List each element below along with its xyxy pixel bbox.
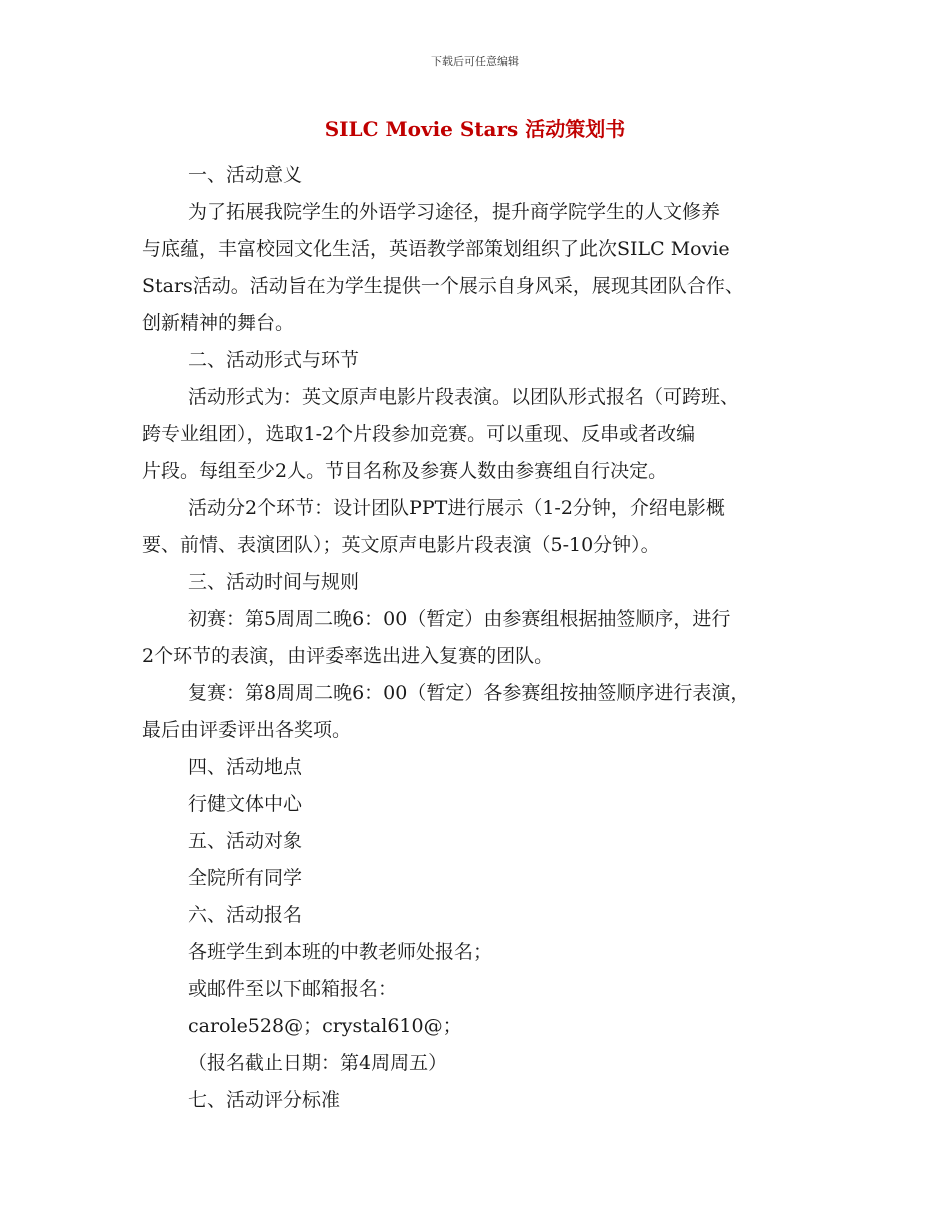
body-line: 片段。每组至少2人。节目名称及参赛人数由参赛组自行决定。 — [142, 460, 668, 482]
body-line: 为了拓展我院学生的外语学习途径，提升商学院学生的人文修养 — [188, 201, 721, 223]
document-body — [142, 157, 832, 1119]
body-line: Stars活动。活动旨在为学生提供一个展示自身风采，展现其团队合作、 — [142, 275, 744, 297]
body-line: 最后由评委评出各奖项。 — [142, 719, 352, 741]
body-line: 四、活动地点 — [188, 756, 303, 778]
body-line: 或邮件至以下邮箱报名： — [188, 978, 398, 1000]
body-line: 一、活动意义 — [188, 164, 303, 186]
body-line: 五、活动对象 — [188, 830, 303, 852]
body-line: 创新精神的舞台。 — [142, 312, 295, 334]
body-line: 三、活动时间与规则 — [188, 571, 360, 593]
body-line: carole528@；crystal610@； — [188, 1015, 462, 1037]
body-line: 初赛：第5周周二晚6：00（暂定）由参赛组根据抽签顺序，进行 — [188, 608, 731, 630]
body-line: （报名截止日期：第4周周五） — [188, 1052, 448, 1074]
body-line: 与底蕴，丰富校园文化生活，英语教学部策划组织了此次SILC Movie — [142, 238, 730, 260]
body-line: 要、前情、表演团队）；英文原声电影片段表演（5-10分钟）。 — [142, 534, 660, 556]
body-line: 六、活动报名 — [188, 904, 303, 926]
document-title: SILC Movie Stars 活动策划书 — [324, 117, 626, 141]
body-line: 活动形式为：英文原声电影片段表演。以团队形式报名（可跨班、 — [188, 386, 740, 408]
body-line: 全院所有同学 — [188, 867, 303, 889]
body-line: 各班学生到本班的中教老师处报名； — [188, 941, 493, 963]
body-line: 复赛：第8周周二晚6：00（暂定）各参赛组按抽签顺序进行表演， — [188, 682, 750, 704]
body-line: 跨专业组团），选取1-2个片段参加竞赛。可以重现、反串或者改编 — [142, 423, 696, 445]
body-line: 二、活动形式与环节 — [188, 349, 360, 371]
body-line: 2个环节的表演，由评委率选出进入复赛的团队。 — [142, 645, 554, 667]
body-line: 行健文体中心 — [188, 793, 303, 815]
body-line: 七、活动评分标准 — [188, 1089, 341, 1111]
header-note: 下载后可任意编辑 — [431, 55, 519, 68]
body-line: 活动分2个环节：设计团队PPT进行展示（1-2分钟，介绍电影概 — [188, 497, 725, 519]
